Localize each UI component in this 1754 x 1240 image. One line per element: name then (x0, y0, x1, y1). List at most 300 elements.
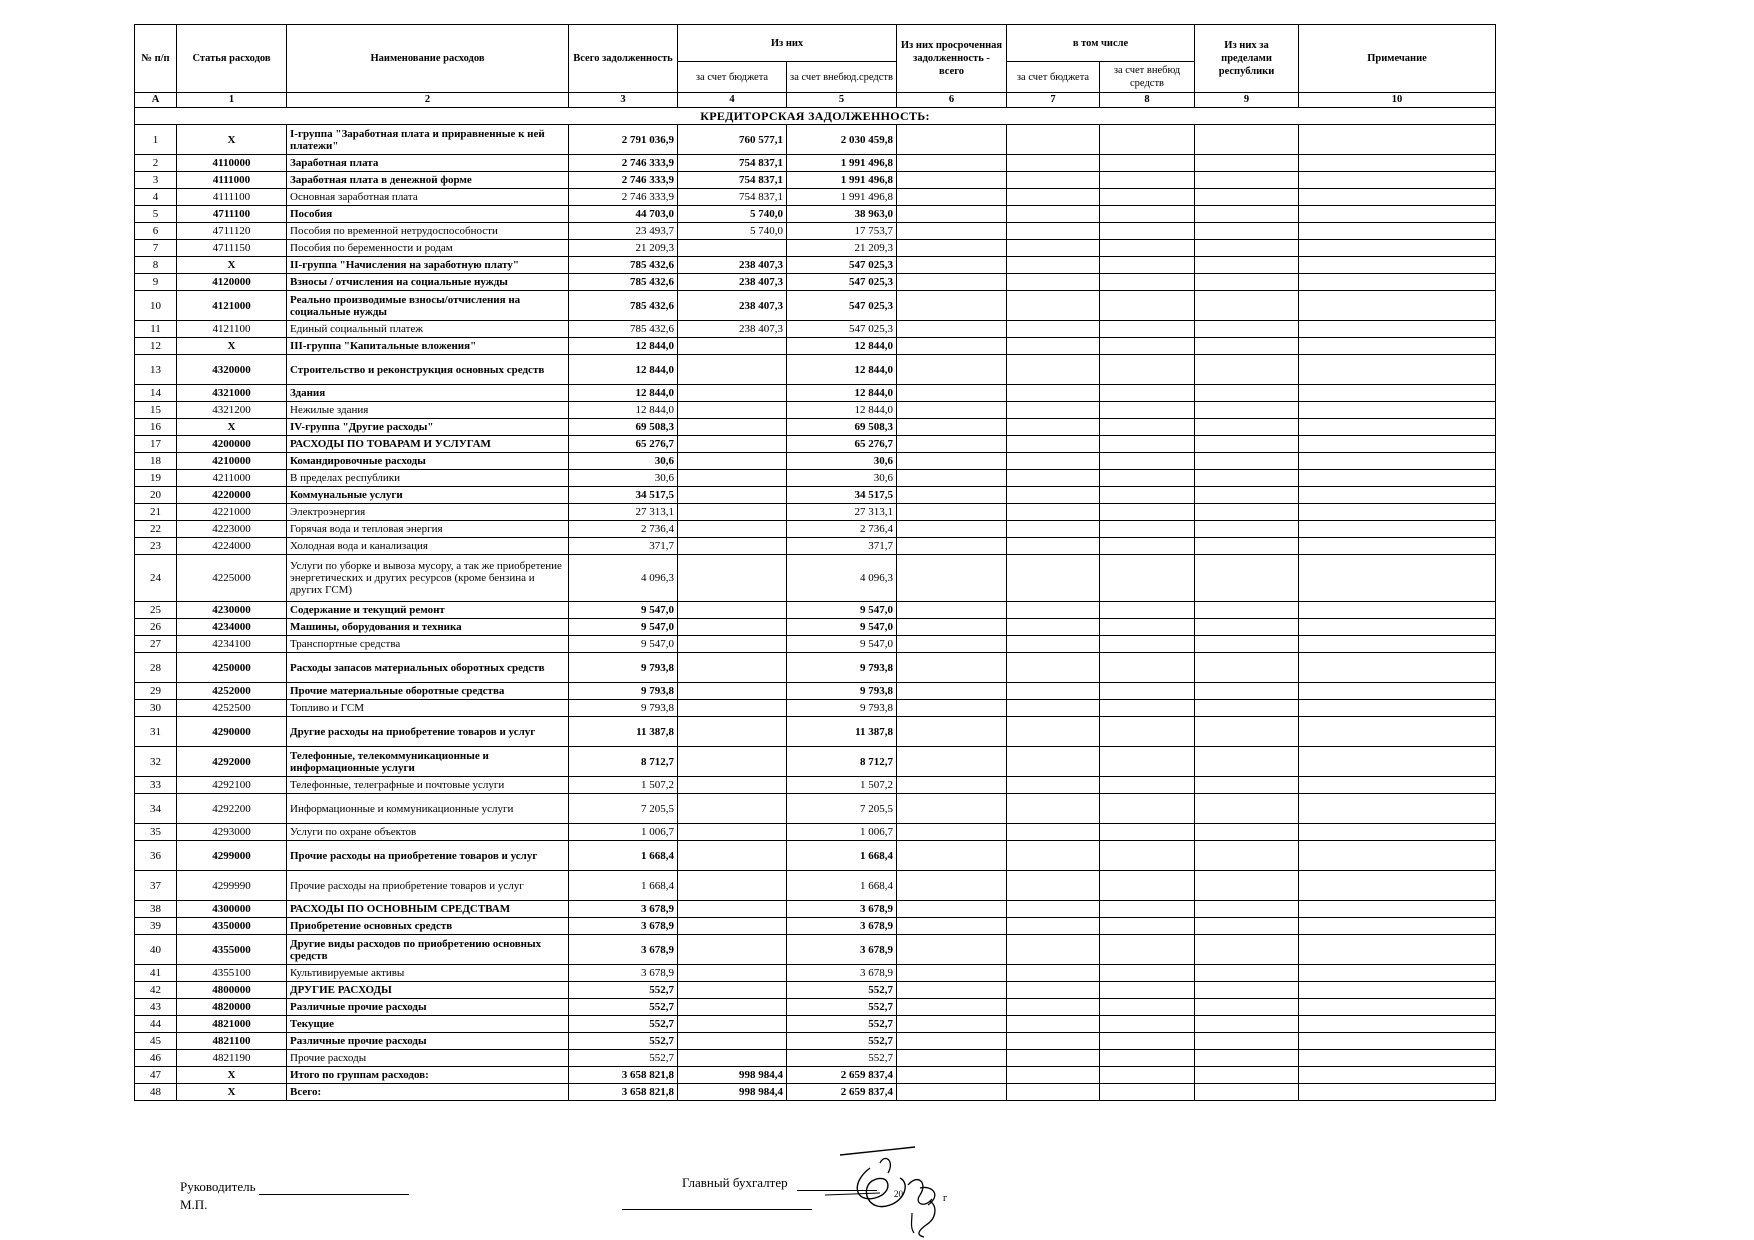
row-article-code: 4320000 (177, 355, 287, 385)
date-line (622, 1194, 812, 1210)
row-name: Командировочные расходы (287, 453, 569, 470)
row-name: Телефонные, телеграфные и почтовые услуги (287, 777, 569, 794)
table-row (135, 777, 1496, 794)
row-total: 3 678,9 (569, 918, 678, 935)
row-total: 30,6 (569, 470, 678, 487)
row-outside-republic (1195, 504, 1299, 521)
row-name: III-группа "Капитальные вложения" (287, 338, 569, 355)
row-overdue (897, 965, 1007, 982)
row-number: 15 (135, 402, 177, 419)
row-budget (678, 982, 787, 999)
col-number: 7 (1007, 93, 1100, 108)
row-outside-republic (1195, 935, 1299, 965)
row-budget (678, 871, 787, 901)
row-overdue-budget (1007, 619, 1100, 636)
row-name: Другие расходы на приобретение товаров и услуг (287, 717, 569, 747)
row-overdue-budget (1007, 918, 1100, 935)
row-article-code: 4350000 (177, 918, 287, 935)
row-budget (678, 901, 787, 918)
row-outside-republic (1195, 538, 1299, 555)
row-extrabudget: 2 736,4 (787, 521, 897, 538)
row-article-code: 4252500 (177, 700, 287, 717)
row-extrabudget: 12 844,0 (787, 338, 897, 355)
row-overdue (897, 206, 1007, 223)
row-budget (678, 602, 787, 619)
row-number: 8 (135, 257, 177, 274)
row-total: 2 791 036,9 (569, 125, 678, 155)
row-extrabudget: 27 313,1 (787, 504, 897, 521)
row-total: 9 547,0 (569, 602, 678, 619)
row-name: Содержание и текущий ремонт (287, 602, 569, 619)
row-extrabudget: 30,6 (787, 453, 897, 470)
table-row (135, 402, 1496, 419)
row-overdue-budget (1007, 206, 1100, 223)
row-overdue (897, 189, 1007, 206)
header-of-them: Из них (678, 25, 897, 62)
row-article-code: 4111000 (177, 172, 287, 189)
row-overdue-extrabudget (1100, 1016, 1195, 1033)
row-overdue-extrabudget (1100, 155, 1195, 172)
row-overdue-extrabudget (1100, 794, 1195, 824)
row-total: 785 432,6 (569, 291, 678, 321)
table-body (135, 125, 1496, 1101)
table-row (135, 935, 1496, 965)
row-total: 44 703,0 (569, 206, 678, 223)
row-outside-republic (1195, 355, 1299, 385)
row-overdue-extrabudget (1100, 206, 1195, 223)
table-row (135, 338, 1496, 355)
row-overdue-extrabudget (1100, 619, 1195, 636)
row-budget (678, 794, 787, 824)
row-overdue (897, 338, 1007, 355)
header-extrabudget: за счет внебюд.средств (787, 62, 897, 93)
row-note (1299, 419, 1496, 436)
row-outside-republic (1195, 172, 1299, 189)
row-article-code: 4220000 (177, 487, 287, 504)
row-overdue-budget (1007, 487, 1100, 504)
row-note (1299, 402, 1496, 419)
row-overdue (897, 223, 1007, 240)
row-overdue-budget (1007, 125, 1100, 155)
row-overdue-budget (1007, 355, 1100, 385)
row-total: 2 736,4 (569, 521, 678, 538)
table-row (135, 918, 1496, 935)
table-row (135, 794, 1496, 824)
row-overdue-budget (1007, 602, 1100, 619)
row-note (1299, 747, 1496, 777)
row-number: 45 (135, 1033, 177, 1050)
row-number: 12 (135, 338, 177, 355)
row-overdue-budget (1007, 794, 1100, 824)
row-article-code: 4121000 (177, 291, 287, 321)
row-outside-republic (1195, 636, 1299, 653)
row-outside-republic (1195, 240, 1299, 257)
row-name: Заработная плата (287, 155, 569, 172)
signature (820, 1143, 970, 1238)
row-extrabudget: 12 844,0 (787, 402, 897, 419)
row-number: 16 (135, 419, 177, 436)
row-note (1299, 653, 1496, 683)
row-overdue-extrabudget (1100, 982, 1195, 999)
row-article-code: 4300000 (177, 901, 287, 918)
row-name: Другие виды расходов по приобретению основных средств (287, 935, 569, 965)
table-row (135, 419, 1496, 436)
row-overdue (897, 717, 1007, 747)
row-note (1299, 555, 1496, 602)
row-article-code: X (177, 1084, 287, 1101)
row-budget (678, 487, 787, 504)
row-extrabudget: 38 963,0 (787, 206, 897, 223)
row-overdue (897, 155, 1007, 172)
row-extrabudget: 1 668,4 (787, 841, 897, 871)
row-note (1299, 436, 1496, 453)
row-article-code: 4820000 (177, 999, 287, 1016)
row-overdue (897, 700, 1007, 717)
row-budget (678, 521, 787, 538)
row-overdue-budget (1007, 747, 1100, 777)
row-overdue-extrabudget (1100, 935, 1195, 965)
row-article-code: 4234000 (177, 619, 287, 636)
row-overdue-extrabudget (1100, 636, 1195, 653)
row-total: 9 547,0 (569, 619, 678, 636)
row-number: 34 (135, 794, 177, 824)
row-outside-republic (1195, 125, 1299, 155)
row-overdue-budget (1007, 274, 1100, 291)
table-row (135, 155, 1496, 172)
row-article-code: 4355100 (177, 965, 287, 982)
row-overdue-budget (1007, 1084, 1100, 1101)
row-overdue-extrabudget (1100, 274, 1195, 291)
row-outside-republic (1195, 419, 1299, 436)
row-outside-republic (1195, 965, 1299, 982)
row-name: Текущие (287, 1016, 569, 1033)
row-budget (678, 436, 787, 453)
table-row (135, 274, 1496, 291)
row-budget: 998 984,4 (678, 1067, 787, 1084)
row-overdue (897, 602, 1007, 619)
section-row (135, 108, 1496, 125)
row-total: 1 006,7 (569, 824, 678, 841)
row-budget (678, 653, 787, 683)
row-outside-republic (1195, 291, 1299, 321)
row-overdue (897, 636, 1007, 653)
row-name: Расходы запасов материальных оборотных средств (287, 653, 569, 683)
row-budget (678, 419, 787, 436)
header-including: в том числе (1007, 25, 1195, 62)
row-overdue (897, 555, 1007, 602)
row-overdue-extrabudget (1100, 1067, 1195, 1084)
row-article-code: 4821100 (177, 1033, 287, 1050)
row-article-code: X (177, 125, 287, 155)
row-note (1299, 1084, 1496, 1101)
row-overdue-budget (1007, 189, 1100, 206)
row-name: Заработная плата в денежной форме (287, 172, 569, 189)
row-overdue (897, 402, 1007, 419)
table-row (135, 717, 1496, 747)
row-note (1299, 965, 1496, 982)
row-article-code: 4321000 (177, 385, 287, 402)
row-overdue (897, 777, 1007, 794)
table-row (135, 653, 1496, 683)
row-overdue-budget (1007, 1016, 1100, 1033)
row-overdue (897, 436, 1007, 453)
row-name: Пособия по беременности и родам (287, 240, 569, 257)
table-row (135, 321, 1496, 338)
row-overdue-extrabudget (1100, 419, 1195, 436)
row-article-code: 4210000 (177, 453, 287, 470)
row-budget (678, 841, 787, 871)
row-overdue (897, 470, 1007, 487)
row-outside-republic (1195, 189, 1299, 206)
table-row (135, 1067, 1496, 1084)
row-name: Взносы / отчисления на социальные нужды (287, 274, 569, 291)
row-outside-republic (1195, 487, 1299, 504)
row-note (1299, 1033, 1496, 1050)
row-note (1299, 871, 1496, 901)
row-extrabudget: 9 547,0 (787, 636, 897, 653)
row-number: 19 (135, 470, 177, 487)
row-extrabudget: 21 209,3 (787, 240, 897, 257)
row-total: 69 508,3 (569, 419, 678, 436)
row-article-code: 4293000 (177, 824, 287, 841)
row-outside-republic (1195, 999, 1299, 1016)
row-name: Основная заработная плата (287, 189, 569, 206)
row-overdue-extrabudget (1100, 683, 1195, 700)
row-name: Единый социальный платеж (287, 321, 569, 338)
row-name: ДРУГИЕ РАСХОДЫ (287, 982, 569, 999)
row-overdue-budget (1007, 155, 1100, 172)
row-overdue-extrabudget (1100, 355, 1195, 385)
row-note (1299, 125, 1496, 155)
row-extrabudget: 3 678,9 (787, 901, 897, 918)
row-overdue (897, 355, 1007, 385)
row-overdue (897, 982, 1007, 999)
row-overdue-extrabudget (1100, 1050, 1195, 1067)
row-outside-republic (1195, 619, 1299, 636)
row-outside-republic (1195, 602, 1299, 619)
row-overdue-extrabudget (1100, 240, 1195, 257)
row-note (1299, 338, 1496, 355)
row-number: 4 (135, 189, 177, 206)
row-extrabudget: 371,7 (787, 538, 897, 555)
table-row (135, 538, 1496, 555)
row-overdue-extrabudget (1100, 521, 1195, 538)
row-total: 1 668,4 (569, 841, 678, 871)
row-note (1299, 999, 1496, 1016)
row-note (1299, 683, 1496, 700)
row-number: 42 (135, 982, 177, 999)
row-overdue-extrabudget (1100, 901, 1195, 918)
row-extrabudget: 69 508,3 (787, 419, 897, 436)
row-budget (678, 777, 787, 794)
row-total: 2 746 333,9 (569, 155, 678, 172)
row-article-code: 4234100 (177, 636, 287, 653)
row-number: 38 (135, 901, 177, 918)
row-extrabudget: 552,7 (787, 1033, 897, 1050)
row-budget: 238 407,3 (678, 257, 787, 274)
row-note (1299, 1016, 1496, 1033)
row-total: 785 432,6 (569, 321, 678, 338)
row-extrabudget: 552,7 (787, 999, 897, 1016)
row-name: Строительство и реконструкция основных средств (287, 355, 569, 385)
row-total: 9 793,8 (569, 653, 678, 683)
row-outside-republic (1195, 338, 1299, 355)
row-total: 7 205,5 (569, 794, 678, 824)
row-name: Прочие материальные оборотные средства (287, 683, 569, 700)
table-row (135, 291, 1496, 321)
row-total: 552,7 (569, 1033, 678, 1050)
row-extrabudget: 12 844,0 (787, 385, 897, 402)
row-note (1299, 935, 1496, 965)
row-overdue-budget (1007, 419, 1100, 436)
row-note (1299, 206, 1496, 223)
header-extrabudget-2: за счет внебюд средств (1100, 62, 1195, 93)
table-row (135, 487, 1496, 504)
table-row (135, 355, 1496, 385)
row-extrabudget: 3 678,9 (787, 965, 897, 982)
row-overdue-budget (1007, 291, 1100, 321)
row-article-code: 4821000 (177, 1016, 287, 1033)
row-overdue-budget (1007, 257, 1100, 274)
row-number: 27 (135, 636, 177, 653)
row-extrabudget: 1 991 496,8 (787, 155, 897, 172)
row-total: 3 658 821,8 (569, 1067, 678, 1084)
row-article-code: X (177, 1067, 287, 1084)
row-overdue-extrabudget (1100, 999, 1195, 1016)
row-article-code: 4711100 (177, 206, 287, 223)
row-note (1299, 321, 1496, 338)
row-extrabudget: 547 025,3 (787, 321, 897, 338)
row-number: 29 (135, 683, 177, 700)
row-total: 8 712,7 (569, 747, 678, 777)
row-overdue-extrabudget (1100, 918, 1195, 935)
row-overdue-budget (1007, 717, 1100, 747)
row-overdue (897, 453, 1007, 470)
col-number: 6 (897, 93, 1007, 108)
row-article-code: 4290000 (177, 717, 287, 747)
row-total: 11 387,8 (569, 717, 678, 747)
row-total: 30,6 (569, 453, 678, 470)
row-budget (678, 747, 787, 777)
row-budget (678, 470, 787, 487)
row-budget: 754 837,1 (678, 172, 787, 189)
row-budget (678, 824, 787, 841)
row-outside-republic (1195, 794, 1299, 824)
row-budget (678, 355, 787, 385)
row-budget: 754 837,1 (678, 189, 787, 206)
row-budget (678, 636, 787, 653)
row-extrabudget: 1 668,4 (787, 871, 897, 901)
table-row (135, 385, 1496, 402)
row-extrabudget: 9 547,0 (787, 619, 897, 636)
row-extrabudget: 30,6 (787, 470, 897, 487)
row-extrabudget: 9 547,0 (787, 602, 897, 619)
row-note (1299, 700, 1496, 717)
row-budget (678, 619, 787, 636)
row-number: 3 (135, 172, 177, 189)
row-total: 27 313,1 (569, 504, 678, 521)
col-number: 9 (1195, 93, 1299, 108)
row-name: Культивируемые активы (287, 965, 569, 982)
col-number: 4 (678, 93, 787, 108)
row-overdue (897, 653, 1007, 683)
row-article-code: 4200000 (177, 436, 287, 453)
section-title: КРЕДИТОРСКАЯ ЗАДОЛЖЕННОСТЬ: (135, 108, 1496, 125)
row-name: Различные прочие расходы (287, 1033, 569, 1050)
row-name: Всего: (287, 1084, 569, 1101)
table-row (135, 172, 1496, 189)
head-signature-field (259, 1182, 409, 1195)
row-overdue-extrabudget (1100, 504, 1195, 521)
row-overdue (897, 274, 1007, 291)
row-total: 23 493,7 (569, 223, 678, 240)
row-total: 12 844,0 (569, 402, 678, 419)
row-total: 3 678,9 (569, 965, 678, 982)
row-extrabudget: 3 678,9 (787, 918, 897, 935)
row-name: Горячая вода и тепловая энергия (287, 521, 569, 538)
row-name: Итого по группам расходов: (287, 1067, 569, 1084)
row-number: 2 (135, 155, 177, 172)
header-budget: за счет бюджета (678, 62, 787, 93)
row-total: 371,7 (569, 538, 678, 555)
row-overdue-budget (1007, 504, 1100, 521)
row-name: Транспортные средства (287, 636, 569, 653)
row-budget (678, 999, 787, 1016)
row-overdue (897, 1016, 1007, 1033)
header-budget-2: за счет бюджета (1007, 62, 1100, 93)
row-number: 5 (135, 206, 177, 223)
row-note (1299, 619, 1496, 636)
row-overdue-extrabudget (1100, 223, 1195, 240)
row-overdue (897, 1067, 1007, 1084)
row-outside-republic (1195, 555, 1299, 602)
row-article-code: 4299000 (177, 841, 287, 871)
row-total: 3 658 821,8 (569, 1084, 678, 1101)
table-row (135, 824, 1496, 841)
row-article-code: 4711150 (177, 240, 287, 257)
row-overdue-extrabudget (1100, 538, 1195, 555)
row-overdue-extrabudget (1100, 470, 1195, 487)
row-extrabudget: 65 276,7 (787, 436, 897, 453)
row-overdue (897, 504, 1007, 521)
row-article-code: 4321200 (177, 402, 287, 419)
row-outside-republic (1195, 257, 1299, 274)
row-budget (678, 1050, 787, 1067)
row-note (1299, 189, 1496, 206)
row-overdue-extrabudget (1100, 965, 1195, 982)
row-overdue-extrabudget (1100, 717, 1195, 747)
col-number: 2 (287, 93, 569, 108)
row-outside-republic (1195, 653, 1299, 683)
row-name: РАСХОДЫ ПО ТОВАРАМ И УСЛУГАМ (287, 436, 569, 453)
row-article-code: 4292000 (177, 747, 287, 777)
table-row (135, 453, 1496, 470)
row-name: Машины, оборудования и техника (287, 619, 569, 636)
row-overdue-extrabudget (1100, 402, 1195, 419)
row-outside-republic (1195, 1084, 1299, 1101)
row-total: 65 276,7 (569, 436, 678, 453)
head-signature-line (180, 1179, 409, 1195)
row-note (1299, 240, 1496, 257)
row-number: 23 (135, 538, 177, 555)
row-article-code: 4292100 (177, 777, 287, 794)
row-total: 552,7 (569, 982, 678, 999)
row-note (1299, 257, 1496, 274)
row-extrabudget: 552,7 (787, 1050, 897, 1067)
row-overdue (897, 321, 1007, 338)
row-number: 47 (135, 1067, 177, 1084)
table-row (135, 999, 1496, 1016)
